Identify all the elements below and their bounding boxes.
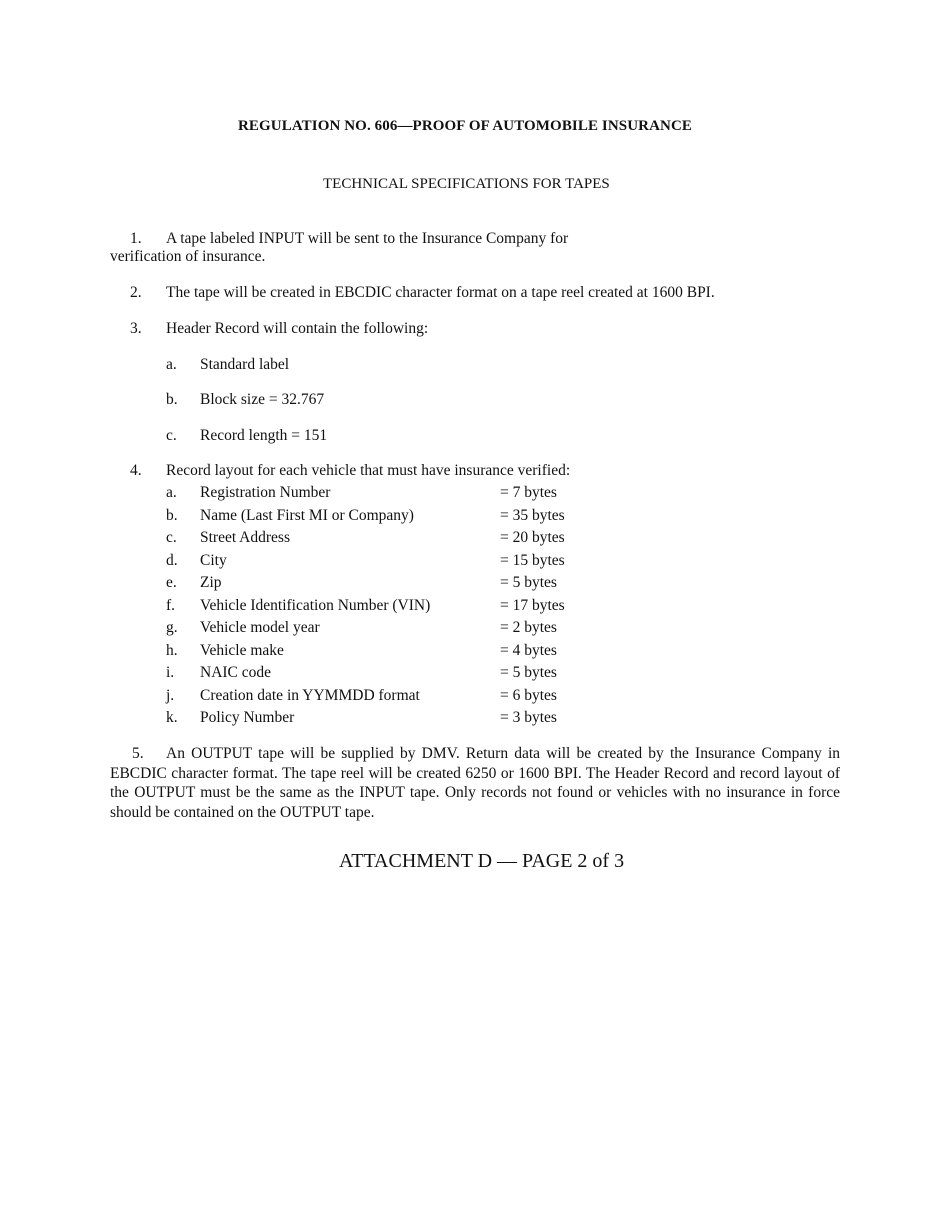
page-footer: ATTACHMENT D — PAGE 2 of 3	[339, 850, 625, 872]
item-number: 2.	[130, 284, 142, 301]
field-size: = 15 bytes	[500, 552, 565, 569]
field-size: = 4 bytes	[500, 642, 557, 659]
field-name: Creation date in YYMMDD format	[200, 687, 420, 704]
field-name: NAIC code	[200, 664, 272, 681]
field-name: Vehicle make	[200, 642, 284, 659]
item-text-continued: verification of insurance.	[110, 248, 266, 265]
field-size: = 3 bytes	[500, 709, 557, 726]
subitem-letter: c.	[166, 427, 177, 444]
field-letter: a.	[166, 484, 177, 501]
item-number: 1.	[130, 230, 142, 247]
field-letter: h.	[166, 642, 178, 659]
item-number: 5.	[132, 745, 144, 762]
field-letter: b.	[166, 507, 178, 524]
item-text: An OUTPUT tape will be supplied by DMV. Return data will be created by the Insurance Company in EBCDIC character format. The tape reel will be created 6250 or 1600 BPI. The Header Record and record layout of the OUTPUT must be the same as the INPUT tape. Only records not found or vehicles with no insurance in force should be contained on the OUTPUT tape.	[110, 745, 840, 821]
field-size: = 5 bytes	[500, 574, 557, 591]
field-size: = 6 bytes	[500, 687, 557, 704]
field-name: Street Address	[200, 529, 290, 546]
field-size: = 35 bytes	[500, 507, 565, 524]
item-number: 3.	[130, 320, 142, 337]
field-letter: g.	[166, 619, 178, 636]
field-name: Name (Last First MI or Company)	[200, 507, 414, 524]
field-letter: i.	[166, 664, 175, 681]
item-text: Record layout for each vehicle that must have insurance verified:	[166, 462, 571, 479]
subitem-letter: b.	[166, 391, 178, 408]
field-size: = 2 bytes	[500, 619, 557, 636]
document-subtitle: TECHNICAL SPECIFICATIONS FOR TAPES	[323, 176, 610, 192]
field-letter: k.	[166, 709, 178, 726]
item-text: Header Record will contain the following:	[166, 320, 429, 337]
item-number: 4.	[130, 462, 142, 479]
item-text: The tape will be created in EBCDIC character format on a tape reel created at 1600 BPI.	[166, 284, 715, 301]
field-size: = 7 bytes	[500, 484, 557, 501]
field-name: Registration Number	[200, 484, 331, 501]
subitem-text: Record length = 151	[200, 427, 328, 444]
field-letter: c.	[166, 529, 177, 546]
item-text: A tape labeled INPUT will be sent to the Insurance Company for	[166, 230, 569, 247]
field-size: = 5 bytes	[500, 664, 557, 681]
document-title: REGULATION NO. 606—PROOF OF AUTOMOBILE INSURANCE	[238, 118, 693, 134]
field-size: = 17 bytes	[500, 597, 565, 614]
subitem-letter: a.	[166, 356, 177, 373]
field-name: Vehicle Identification Number (VIN)	[200, 597, 431, 614]
item-5-paragraph	[110, 744, 840, 822]
field-letter: f.	[166, 597, 176, 614]
field-size: = 20 bytes	[500, 529, 565, 546]
field-name: Policy Number	[200, 709, 295, 726]
field-name: Vehicle model year	[200, 619, 320, 636]
field-letter: e.	[166, 574, 177, 591]
field-name: City	[200, 552, 227, 569]
field-letter: d.	[166, 552, 178, 569]
field-name: Zip	[200, 574, 222, 591]
subitem-text: Block size = 32.767	[200, 391, 325, 408]
field-letter: j.	[166, 687, 175, 704]
subitem-text: Standard label	[200, 356, 290, 373]
